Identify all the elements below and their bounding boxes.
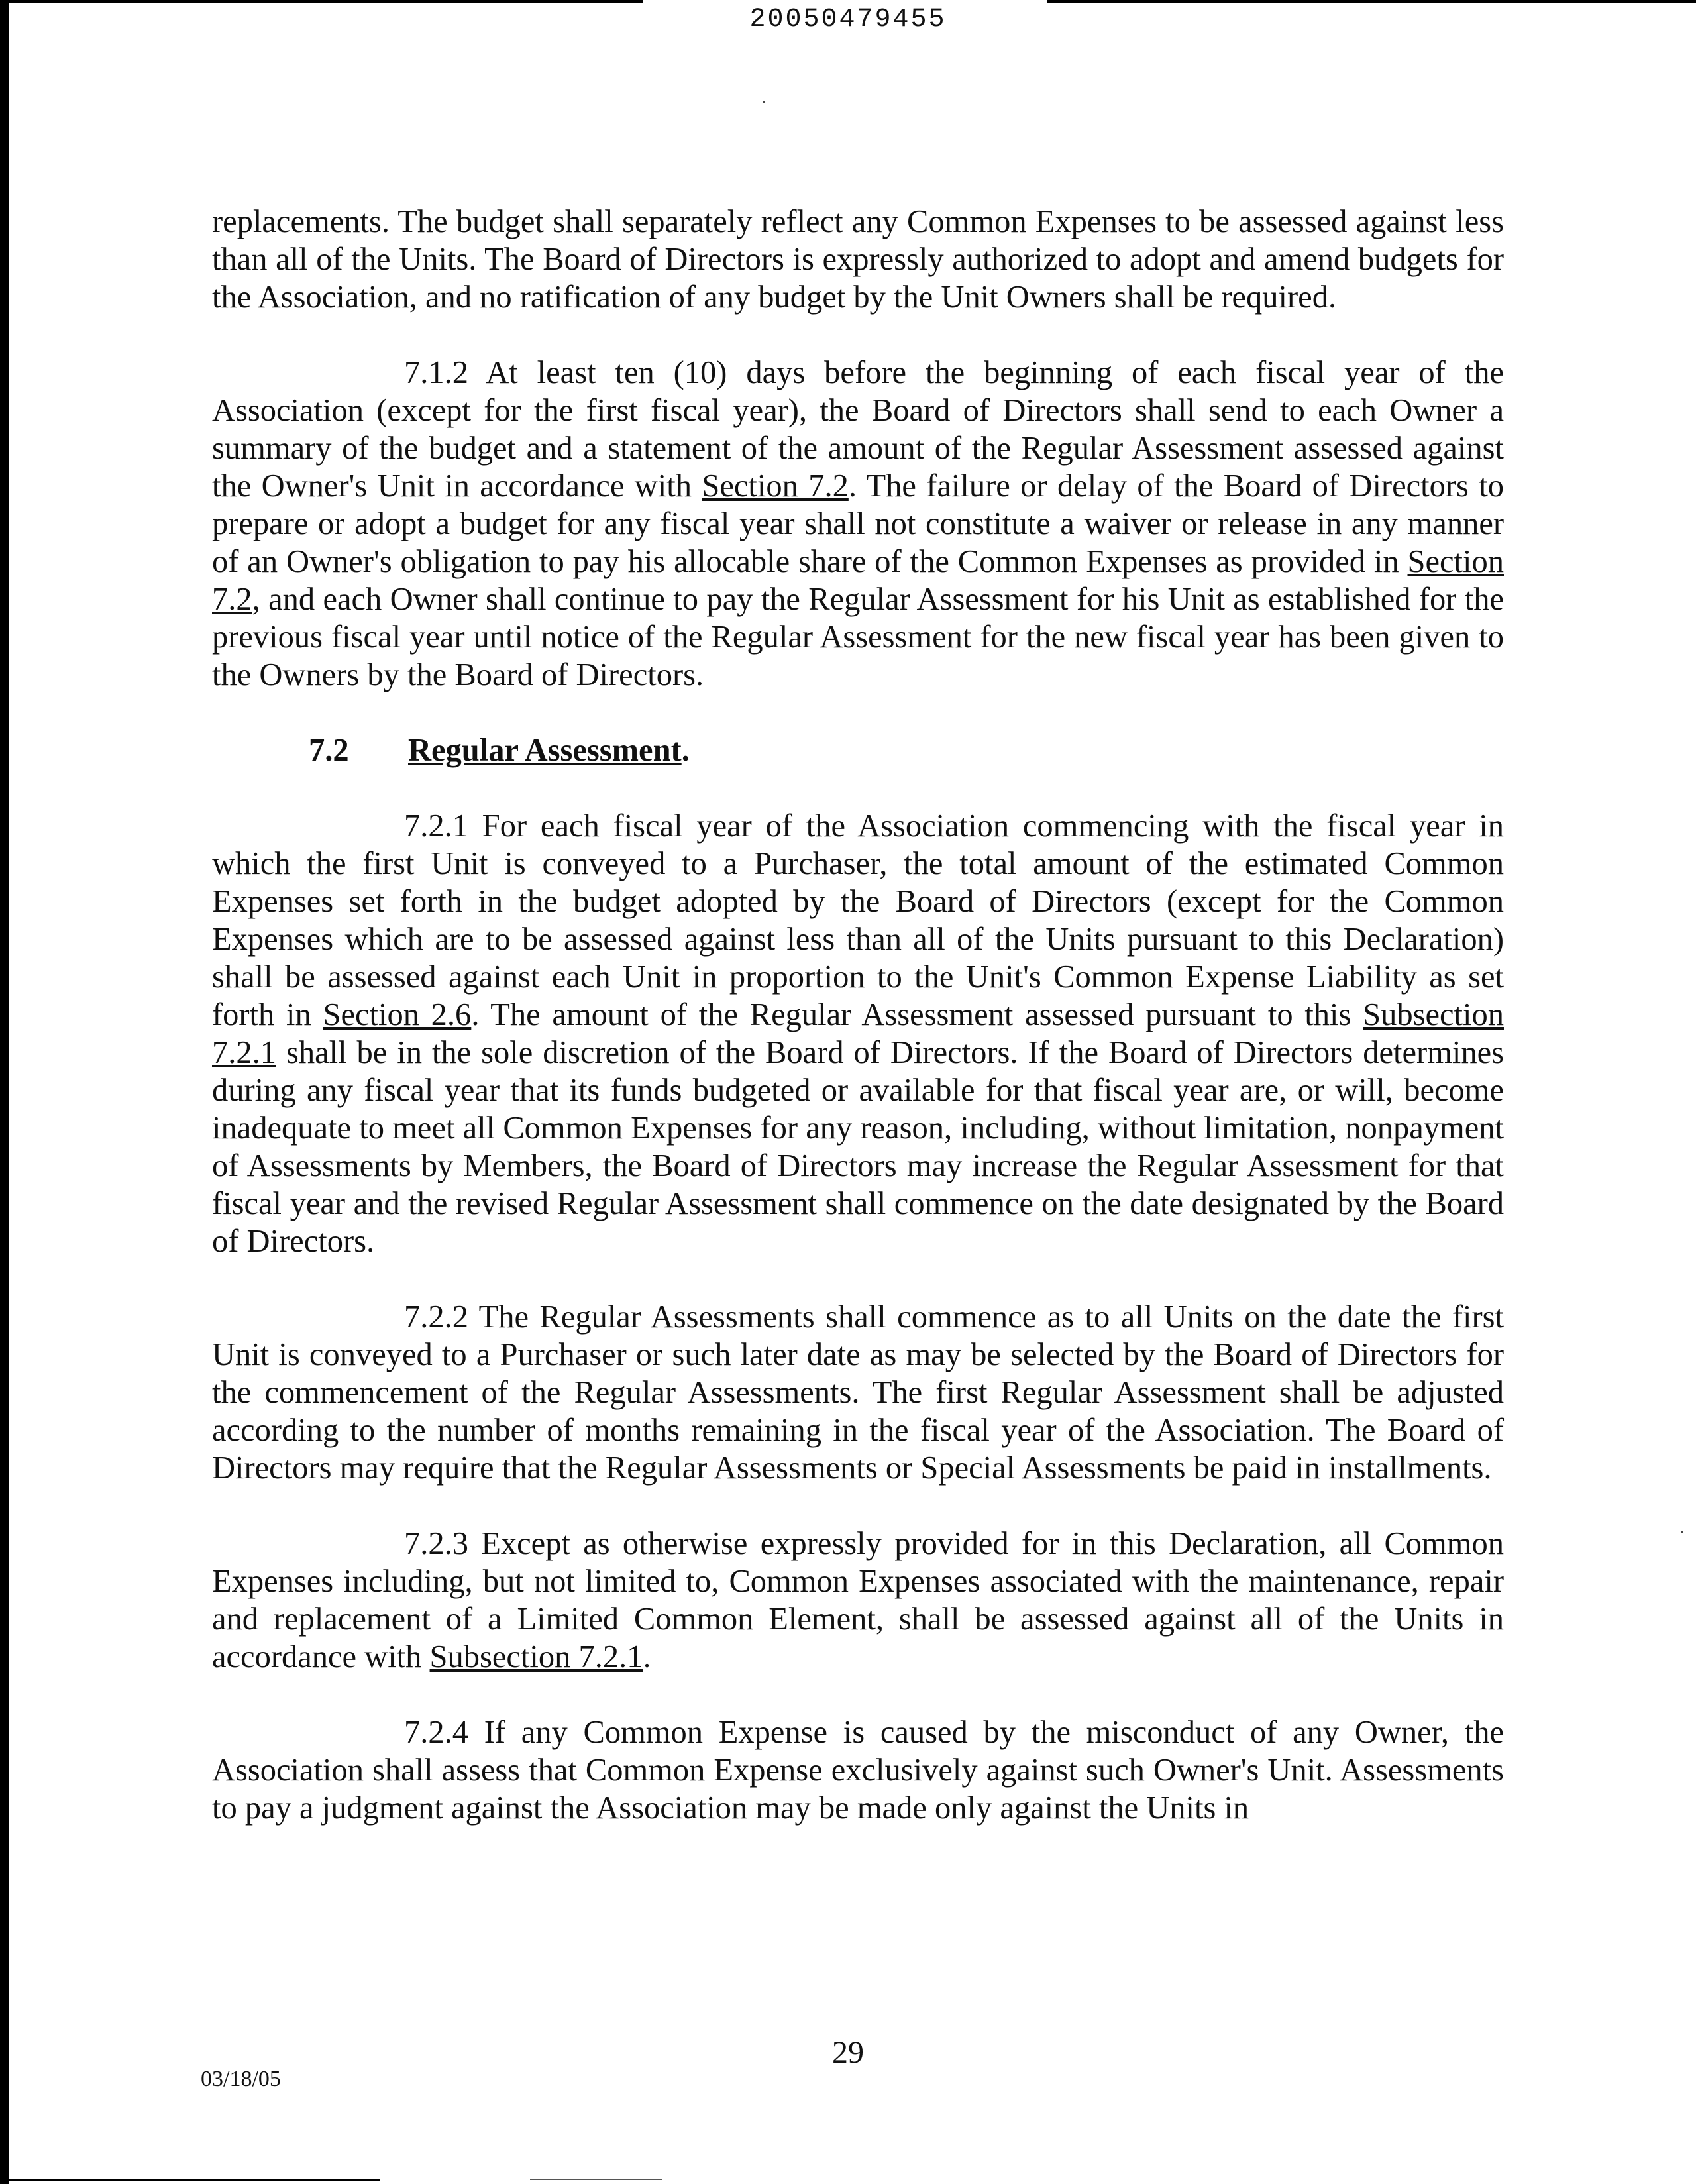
spacer bbox=[212, 316, 1504, 354]
paragraph-7-2-1 bbox=[212, 807, 1504, 1260]
scan-speck bbox=[763, 101, 765, 103]
document-number: 20050479455 bbox=[749, 5, 947, 34]
section-reference: Section 7.2 bbox=[212, 544, 1504, 617]
scan-bottom-rule-left bbox=[9, 2179, 380, 2181]
paragraph-7-2-4: 7.2.4 If any Common Expense is caused by the misconduct of any Owner, the Association shall assess that Common Expense exclusively against such Owner's Unit. Assessments to pay a judgment against the Association may be made only against the Units in bbox=[212, 1715, 1504, 1826]
paragraph-intro: replacements. The budget shall separately reflect any Common Expenses to be assessed against less than all of the Units. The Board of Directors is expressly authorized to adopt and amend budgets for the Association, and no ratification of any budget by the Unit Owners shall be required. bbox=[212, 204, 1504, 315]
section-heading-7-2 bbox=[309, 732, 1504, 769]
text-run: 7.2.1 For each fiscal year of the Association commencing with the fiscal year in which the first Unit is conveyed to a Purchaser, the total amount of the estimated Common Expenses set forth in the budget adopted by the Board of Directors (except for the Common Expenses which are to be assessed against less than all of the Units pursuant to this Declaration) shall be assessed against each Unit in proportion to the Unit's Common Expense Liability as set forth in bbox=[212, 808, 1504, 1032]
spacer bbox=[212, 1676, 1504, 1714]
text-run: 7.2.3 Except as otherwise expressly provided for in this Declaration, all Common Expenses including, but not limited to, Common Expenses associated with the maintenance, repair and replacement of a Limited Common Element, shall be assessed against all of the Units in accordance with bbox=[212, 1526, 1504, 1674]
text-run: , and each Owner shall continue to pay the Regular Assessment for his Unit as established for the previous fiscal year until notice of the Regular Assessment for the new fiscal year has been given to the Owners by the Board of Directors. bbox=[212, 582, 1504, 692]
text-run: . bbox=[643, 1639, 651, 1674]
section-reference: Section 7.2 bbox=[702, 468, 849, 504]
section-reference: Section 2.6 bbox=[323, 997, 472, 1032]
spacer bbox=[212, 1487, 1504, 1525]
text-run: . The amount of the Regular Assessment assessed pursuant to this bbox=[471, 997, 1363, 1032]
paragraph-7-2-3 bbox=[212, 1525, 1504, 1676]
scan-speck bbox=[1681, 1531, 1683, 1533]
section-title-period: . bbox=[681, 733, 690, 768]
section-reference: Subsection 7.2.1 bbox=[212, 997, 1504, 1070]
page-number: 29 bbox=[832, 2035, 864, 2070]
page-body bbox=[212, 203, 1504, 1827]
text-run: shall be in the sole discretion of the Board of Directors. If the Board of Directors determines during any fiscal year that its funds budgeted or available for that fiscal year are, or will, become inadequate to meet all Common Expenses for any reason, including, without limitation, nonpayment of Assessments by Members, the Board of Directors may increase the Regular Assessment for that fiscal year and the revised Regular Assessment shall commence on the date designated by the Board of Directors. bbox=[212, 1035, 1504, 1259]
section-reference: Subsection 7.2.1 bbox=[429, 1639, 643, 1674]
spacer bbox=[212, 769, 1504, 807]
spacer bbox=[212, 1260, 1504, 1298]
text-run: 7.1.2 At least ten (10) days before the beginning of each fiscal year of the Association (except for the first fiscal year), the Board of Directors shall send to each Owner a summary of the budget and a statement of the amount of the Regular Assessment assessed against the Owner's Unit in accordance with bbox=[212, 355, 1504, 504]
section-number: 7.2 bbox=[309, 733, 349, 768]
text-run: . The failure or delay of the Board of Directors to prepare or adopt a budget for any fiscal year shall not constitute a waiver or release in any manner of an Owner's obligation to pay his allocable share of the Common Expenses as provided in bbox=[212, 468, 1504, 579]
spacer bbox=[212, 694, 1504, 732]
section-title: Regular Assessment bbox=[408, 733, 682, 768]
scan-left-edge bbox=[0, 0, 9, 2184]
paragraph-7-1-2 bbox=[212, 354, 1504, 694]
paragraph-7-2-2: 7.2.2 The Regular Assessments shall commence as to all Units on the date the first Unit is conveyed to a Purchaser or such later date as may be selected by the Board of Directors for the commencement of the Regular Assessments. The first Regular Assessment shall be adjusted according to the number of months remaining in the fiscal year of the Association. The Board of Directors may require that the Regular Assessments or Special Assessments be paid in installments. bbox=[212, 1299, 1504, 1486]
scan-bottom-rule-right bbox=[530, 2179, 662, 2180]
footer-date: 03/18/05 bbox=[201, 2067, 281, 2091]
